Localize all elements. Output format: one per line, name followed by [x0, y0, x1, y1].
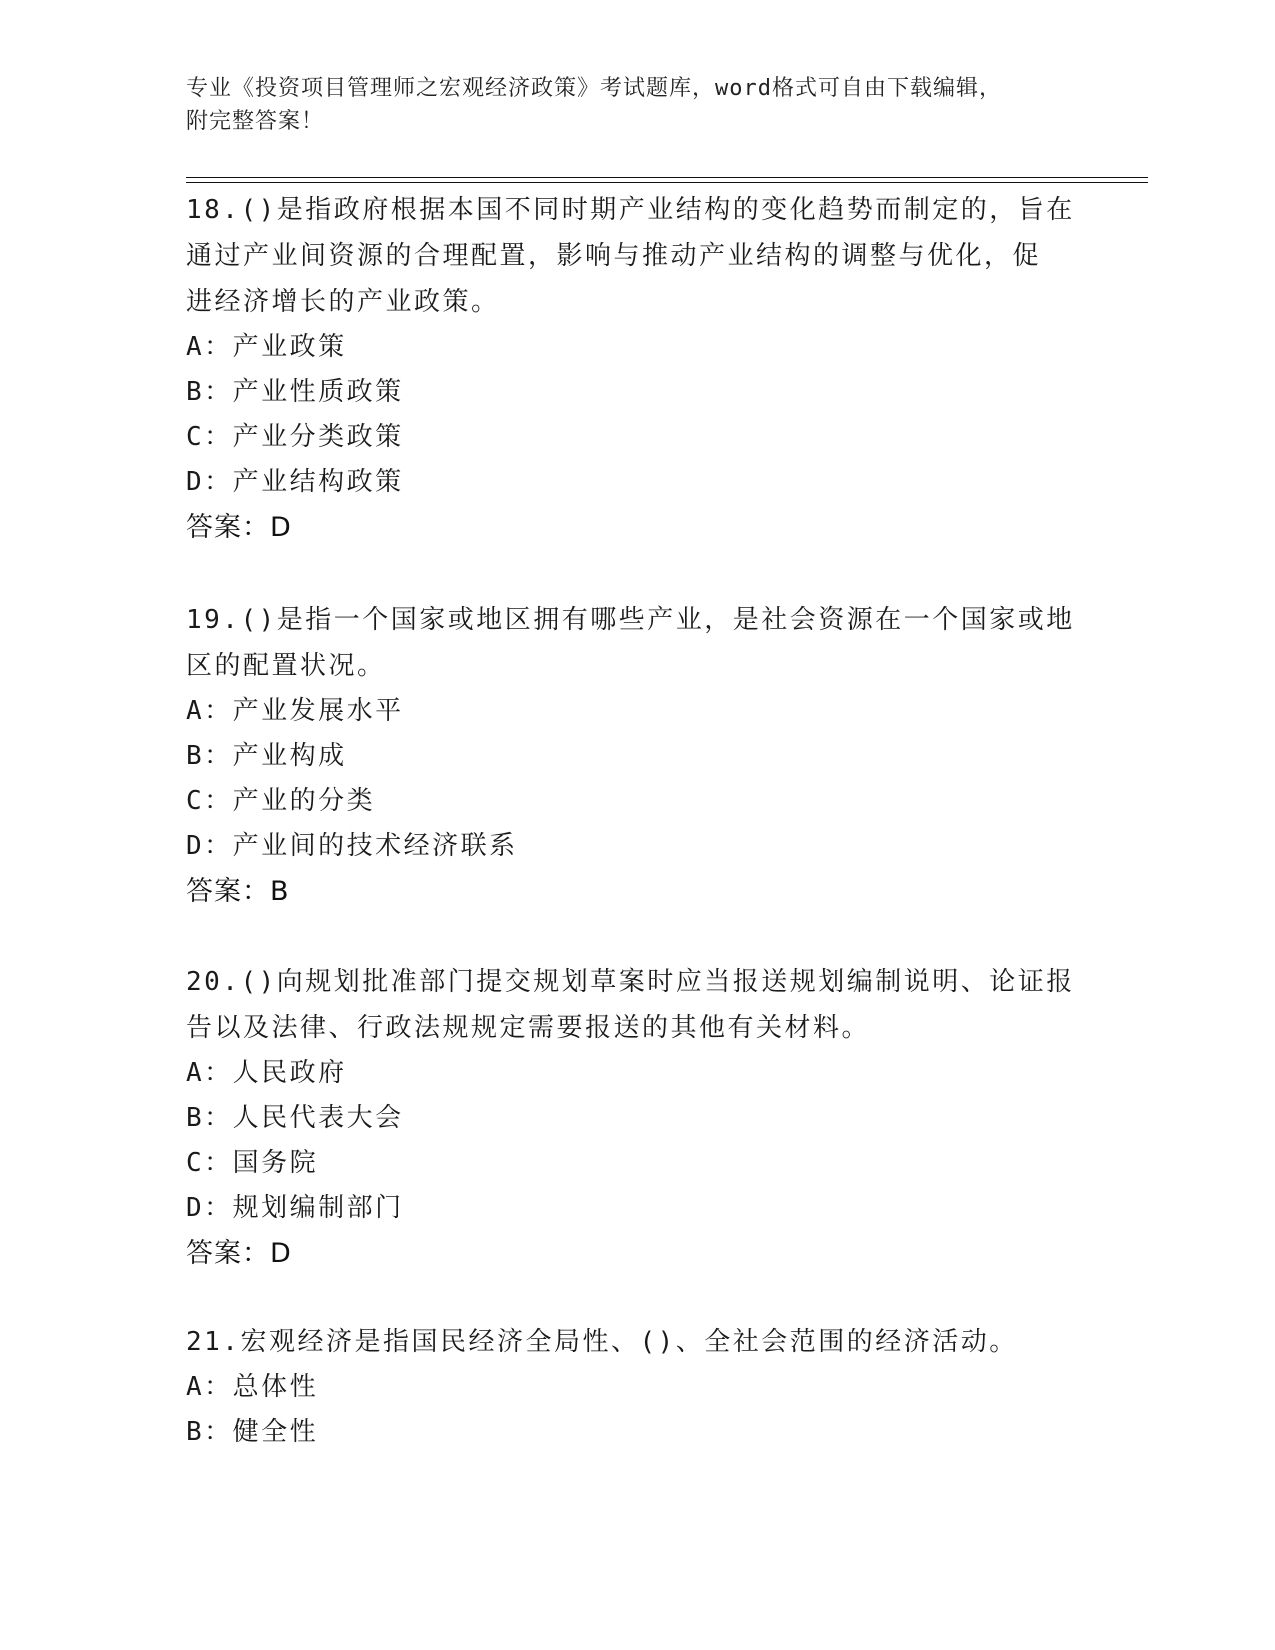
- option-a: A：人民政府: [186, 1058, 347, 1088]
- answer-line: 答案：B: [186, 876, 290, 907]
- header-line-1: 专业《投资项目管理师之宏观经济政策》考试题库，word格式可自由下载编辑，: [186, 76, 1002, 101]
- question-18: [186, 187, 1086, 551]
- option-b: B：人民代表大会: [186, 1103, 404, 1133]
- option-b: B：产业构成: [186, 741, 347, 771]
- question-20: [186, 959, 1086, 1277]
- option-d: D：规划编制部门: [186, 1193, 404, 1223]
- option-a: A：产业发展水平: [186, 696, 404, 726]
- question-stem-line: 告以及法律、行政法规规定需要报送的其他有关材料。: [186, 1013, 871, 1043]
- question-stem-line: 21.宏观经济是指国民经济全局性、()、全社会范围的经济活动。: [186, 1327, 1018, 1357]
- answer-line: 答案：D: [186, 512, 292, 543]
- question-stem-line: 进经济增长的产业政策。: [186, 287, 500, 317]
- question-21: [186, 1319, 1086, 1455]
- option-a: A：产业政策: [186, 332, 347, 362]
- option-b: B：产业性质政策: [186, 377, 404, 407]
- question-stem-line: 19.()是指一个国家或地区拥有哪些产业，是社会资源在一个国家或地: [186, 605, 1075, 635]
- header-divider-top: [186, 177, 1148, 178]
- option-c: C：国务院: [186, 1148, 319, 1178]
- question-stem-line: 区的配置状况。: [186, 651, 386, 681]
- answer-line: 答案：D: [186, 1238, 292, 1269]
- option-d: D：产业结构政策: [186, 467, 404, 497]
- question-stem-line: 通过产业间资源的合理配置，影响与推动产业结构的调整与优化，促: [186, 241, 1042, 271]
- header-line-2: 附完整答案！: [186, 109, 325, 134]
- document-header: [186, 72, 1066, 138]
- question-19: [186, 597, 1086, 915]
- option-c: C：产业分类政策: [186, 422, 404, 452]
- option-d: D：产业间的技术经济联系: [186, 831, 518, 861]
- option-b: B：健全性: [186, 1417, 319, 1447]
- question-stem-line: 20.()向规划批准部门提交规划草案时应当报送规划编制说明、论证报: [186, 967, 1075, 997]
- header-divider-bottom: [186, 182, 1148, 183]
- question-stem-line: 18.()是指政府根据本国不同时期产业结构的变化趋势而制定的，旨在: [186, 195, 1075, 225]
- option-c: C：产业的分类: [186, 786, 376, 816]
- option-a: A：总体性: [186, 1372, 319, 1402]
